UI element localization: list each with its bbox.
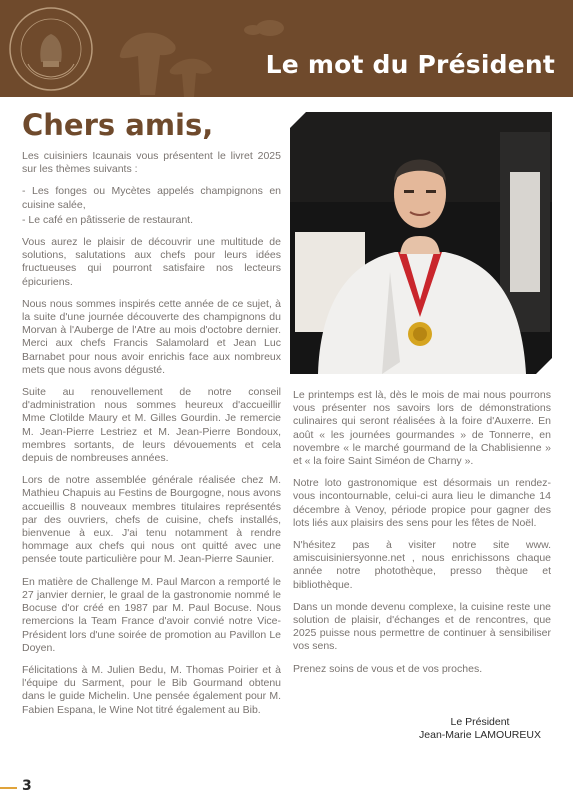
paragraph: N'hésitez pas à visiter notre site www. amiscuisiniersyonne.net , nous enrichissons chaque année notre photothèque, presso thèque et bibliothèque. bbox=[293, 539, 551, 591]
greeting-heading: Chers amis, bbox=[22, 108, 214, 142]
paragraph: Nous nous sommes inspirés cette année de ce sujet, à la suite d'une journée découverte des champignons du Morvan à l'Auberge de l'Atre au mois d'octobre dernier. Merci aux chefs Francis Salamolard et Jean Luc Barnabet pour nous avoir enrichis face aux nombreux mets que nous avons dégusté. bbox=[22, 297, 281, 376]
president-portrait-image bbox=[290, 112, 552, 374]
signature-role: Le Président bbox=[450, 716, 510, 728]
paragraph: Prenez soins de vous et de vos proches. bbox=[293, 662, 483, 675]
photo-corner-fold bbox=[290, 112, 306, 128]
signature-name: Jean-Marie LAMOUREUX bbox=[419, 729, 541, 741]
paragraph: Dans un monde devenu complexe, la cuisine reste une solution de plaisir, d'échanges et de rencontres, que 2025 puisse nous permettre de continuer à sensibiliser vos sens. bbox=[293, 600, 551, 653]
paragraph: Félicitations à M. Julien Bedu, M. Thomas Poirier et à l'équipe du Sarment, pour le Bib Gourmand obtenu dans le guide Michelin. Une pensée également pour M. Fabien Espana, le Wine Not titré également au Bib. bbox=[22, 663, 281, 716]
paragraph: Vous aurez le plaisir de découvrir une multitude de solutions, salutations aux chefs pour leurs idées fructueuses qui pourront satisfaire nos lecteurs épicuriens. bbox=[22, 236, 281, 288]
paragraph: Suite au renouvellement de notre conseil d'administration nous sommes heureux d'accueillir Mme Clotilde Maury et M. Gilles Gourdin. Je remercie M. Jean-Pierre Lestriez et M. Jean-Pierre Bondoux, membres sortants, de leurs dévouements et cela depuis de nombreuses années. bbox=[22, 386, 281, 465]
paragraph: Le printemps est là, dès le mois de mai nous pourrons vous présenter nos savoirs lors de démonstrations culinaires qui seront réalisées à la foire d'Auxerre. En août « les journées gourmandes » de Tonnerre, en novembre « le marché gourmand de la Chablisienne » et « la foire Saint Siméon de Charny ». bbox=[293, 389, 551, 468]
paragraph: Lors de notre assemblée générale réalisée chez M. Mathieu Chapuis au Festins de Bourgogne, nous avons accueillis 8 nouveaux membres titulaires représentés par des ouvriers, chefs de cuisine, chefs installés, bienvenue à eux. J'ai tenu notamment à rendre hommage aux chefs qui nous ont quitté avec une pensée toute particulière pour M. Jean-Pierre Saunier. bbox=[22, 474, 281, 566]
mushroom-illustration bbox=[100, 0, 290, 97]
right-column bbox=[293, 389, 551, 685]
paragraph: En matière de Challenge M. Paul Marcon a remporté le 27 janvier dernier, le graal de la gastronomie nommé le Bocuse d'or créé en 1987 par M. Paul Bocuse. Nous remercions la Team France d'avoir convié notre Vice-Président lors d'une soirée de promotion au Pavillon Le Doyen. bbox=[22, 575, 281, 654]
left-column bbox=[22, 150, 281, 726]
page-header bbox=[0, 0, 573, 97]
paragraph: - Les fonges ou Mycètes appelés champignons en cuisine salée, bbox=[22, 185, 281, 211]
president-photo bbox=[290, 112, 552, 374]
page-number-accent bbox=[0, 787, 17, 789]
paragraph: Les cuisiniers Icaunais vous présentent le livret 2025 sur les thèmes suivants : bbox=[22, 150, 281, 176]
paragraph: - Le café en pâtisserie de restaurant. bbox=[22, 213, 194, 226]
paragraph: Notre loto gastronomique est désormais un rendez-vous incontournable, celui-ci aura lieu le dimanche 14 décembre à Venoy, période propice pour gagner des lots liés aux plaisirs des sens pour les fêtes de Noël. bbox=[293, 477, 551, 529]
photo-corner-fold bbox=[536, 358, 552, 374]
page-title: Le mot du Président bbox=[265, 50, 555, 79]
association-logo bbox=[6, 4, 96, 94]
page-number: 3 bbox=[22, 778, 32, 794]
signature-block bbox=[400, 716, 560, 742]
